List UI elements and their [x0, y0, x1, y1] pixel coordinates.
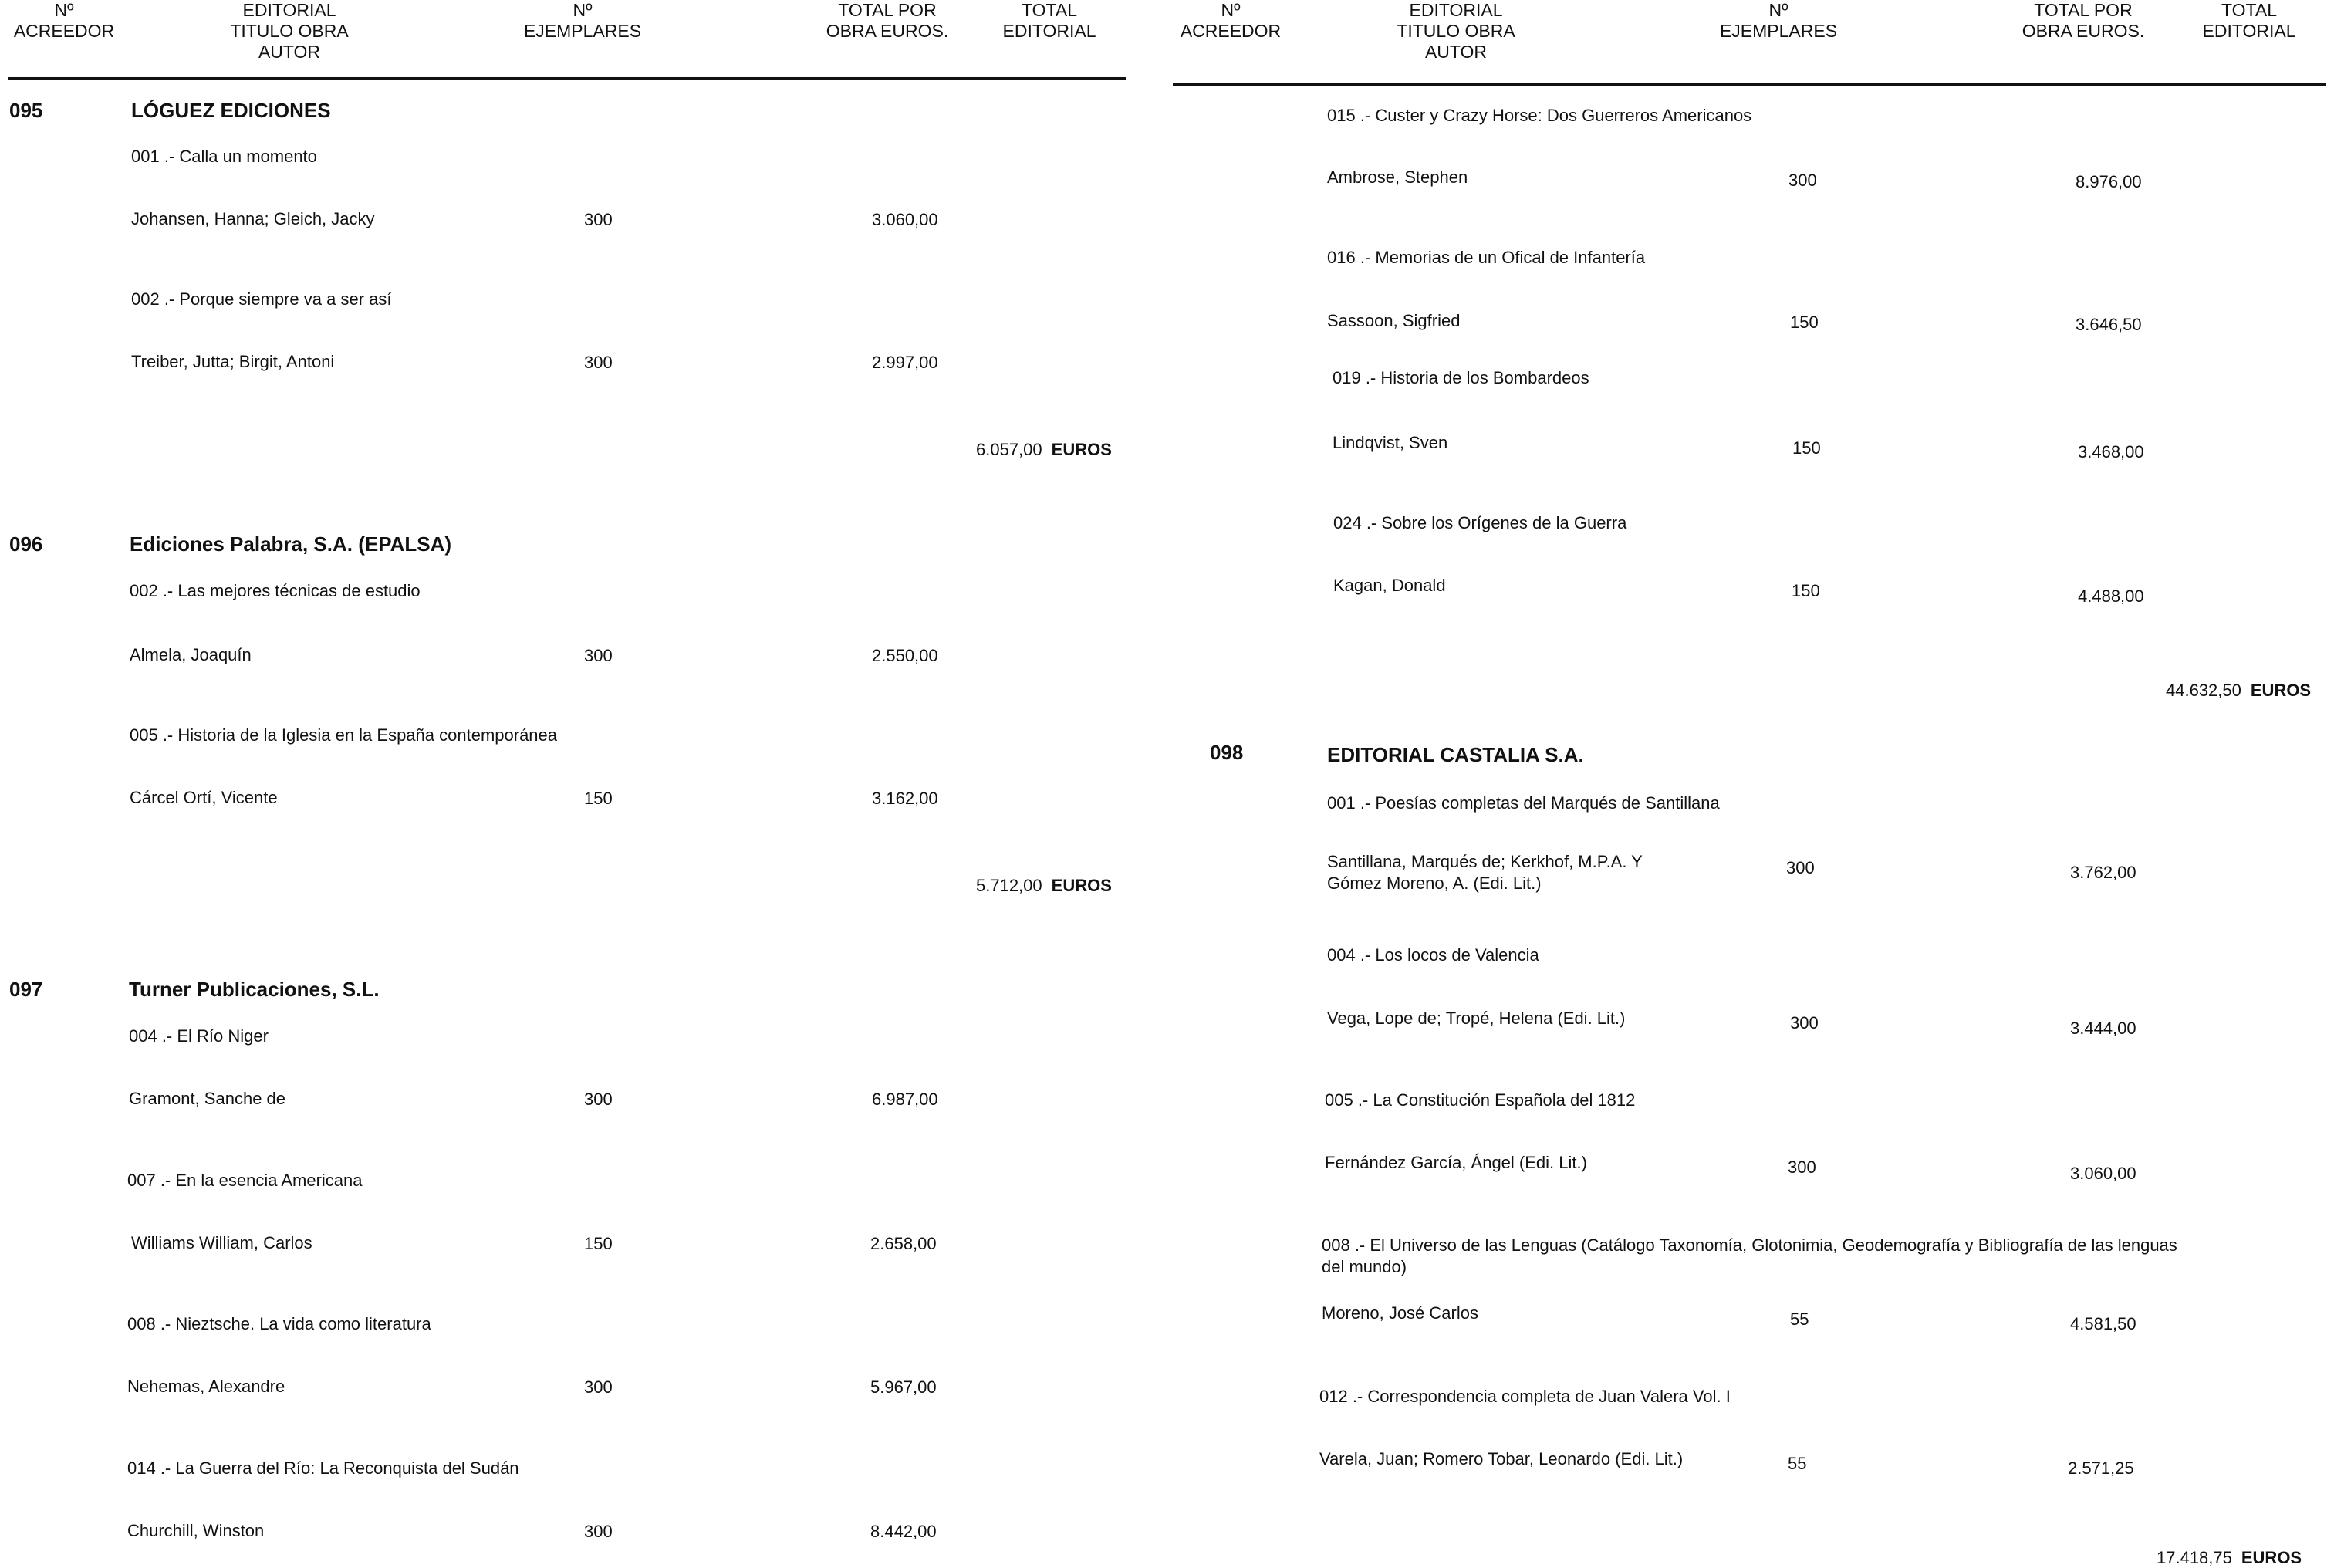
work-title: 005 .- La Constitución Española del 1812: [1325, 1090, 1636, 1110]
work-title: 019 .- Historia de los Bombardeos: [1333, 368, 1589, 387]
header-rule: [8, 77, 1126, 80]
work-title: 014 .- La Guerra del Río: La Reconquista del Sudán: [127, 1458, 519, 1478]
work-author: Treiber, Jutta; Birgit, Antoni: [131, 352, 335, 371]
publisher-total: [976, 440, 1112, 460]
work-amount: 2.997,00: [872, 353, 938, 372]
work-title: 002 .- Porque siempre va a ser así: [131, 289, 392, 309]
header-publisher-total-line: EDITORIAL: [1002, 21, 1096, 41]
work-copies: 300: [584, 210, 613, 229]
work-amount: 8.442,00: [870, 1522, 937, 1541]
work-amount: 2.550,00: [872, 646, 938, 665]
header-work-total-line: OBRA EUROS.: [826, 21, 949, 41]
work-title: 007 .- En la esencia Americana: [127, 1171, 363, 1190]
work-author: Sassoon, Sigfried: [1327, 311, 1461, 330]
work-author: Williams William, Carlos: [131, 1233, 312, 1252]
publisher-total-value: 44.632,50: [2166, 681, 2241, 700]
header-publisher-line: AUTOR: [1424, 42, 1488, 62]
header-publisher-line: EDITORIAL: [1409, 0, 1503, 20]
header-creditor-line: Nº: [54, 0, 74, 20]
header-rule: [1173, 83, 2326, 86]
currency-label: EUROS: [2241, 1548, 2302, 1567]
work-title: 001 .- Poesías completas del Marqués de Santillana: [1327, 793, 1720, 813]
work-amount: 3.646,50: [2076, 315, 2142, 334]
work-copies: 300: [584, 1377, 613, 1397]
header-work-total: [2006, 0, 2160, 42]
header-publisher: [197, 0, 382, 63]
header-publisher-total: [2187, 0, 2311, 42]
header-creditor-line: Nº: [1221, 0, 1241, 20]
header-copies-line: Nº: [573, 0, 593, 20]
work-copies: 150: [584, 1234, 613, 1253]
work-author: Cárcel Ortí, Vicente: [130, 788, 278, 807]
work-amount: 3.762,00: [2070, 863, 2136, 882]
work-title: 012 .- Correspondencia completa de Juan Valera Vol. I: [1319, 1387, 1731, 1406]
work-copies: 150: [584, 789, 613, 808]
work-copies: 300: [584, 1522, 613, 1541]
work-title: 004 .- Los locos de Valencia: [1327, 945, 1539, 965]
creditor-code: 098: [1210, 741, 1244, 764]
work-copies: 300: [584, 1090, 613, 1109]
header-creditor-line: ACREEDOR: [13, 21, 115, 41]
work-author: Almela, Joaquín: [130, 645, 252, 664]
work-copies: 300: [1788, 171, 1817, 190]
work-author: Moreno, José Carlos: [1322, 1303, 1478, 1323]
work-copies: 55: [1790, 1309, 1809, 1329]
header-work-total-line: TOTAL POR: [838, 0, 937, 20]
header-copies: [505, 0, 660, 42]
work-author: Nehemas, Alexandre: [127, 1377, 285, 1396]
work-author: Vega, Lope de; Tropé, Helena (Edi. Lit.): [1327, 1009, 1626, 1028]
header-creditor-line: ACREEDOR: [1180, 21, 1282, 41]
work-copies: 300: [584, 353, 613, 372]
header-copies-line: EJEMPLARES: [1719, 21, 1838, 41]
header-publisher-total-line: TOTAL: [1022, 0, 1077, 20]
publisher-total-value: 17.418,75: [2157, 1548, 2232, 1567]
header-publisher-total-line: TOTAL: [2221, 0, 2277, 20]
header-creditor: [6, 0, 122, 42]
work-amount: 3.060,00: [872, 210, 938, 229]
work-title: 008 .- El Universo de las Lenguas (Catálogo Taxonomía, Glotonimia, Geodemografía y Bibliografía de las lenguas del mundo): [1322, 1235, 2177, 1276]
work-amount: 3.468,00: [2078, 442, 2144, 461]
header-publisher-line: TITULO OBRA: [1397, 21, 1515, 41]
work-amount: 4.488,00: [2078, 586, 2144, 606]
currency-label: EUROS: [1051, 440, 1112, 459]
work-author: Johansen, Hanna; Gleich, Jacky: [131, 209, 375, 228]
work-author: Ambrose, Stephen: [1327, 167, 1468, 187]
work-copies: 300: [1786, 858, 1815, 877]
currency-label: EUROS: [2250, 681, 2312, 700]
work-copies: 300: [1788, 1157, 1816, 1177]
publisher-total: [976, 876, 1112, 896]
work-title: 016 .- Memorias de un Ofical de Infantería: [1327, 248, 1646, 267]
header-work-total-line: OBRA EUROS.: [2022, 21, 2145, 41]
work-copies: 55: [1788, 1454, 1807, 1473]
header-publisher: [1363, 0, 1549, 63]
publisher-name: EDITORIAL CASTALIA S.A.: [1327, 743, 1584, 766]
header-copies-line: Nº: [1768, 0, 1788, 20]
work-author: Gramont, Sanche de: [129, 1089, 286, 1108]
publisher-total-value: 5.712,00: [976, 876, 1042, 895]
work-title: 002 .- Las mejores técnicas de estudio: [130, 581, 421, 600]
work-title: 015 .- Custer y Crazy Horse: Dos Guerreros Americanos: [1327, 106, 1752, 125]
work-title: 024 .- Sobre los Orígenes de la Guerra: [1333, 513, 1627, 532]
work-author: Santillana, Marqués de; Kerkhof, M.P.A. Y Gómez Moreno, A. (Edi. Lit.): [1327, 852, 1643, 893]
work-copies: 150: [1790, 313, 1819, 332]
work-author: Kagan, Donald: [1333, 576, 1446, 595]
header-creditor: [1173, 0, 1289, 42]
work-title: 005 .- Historia de la Iglesia en la España contemporánea: [130, 725, 558, 745]
work-copies: 300: [1790, 1013, 1819, 1032]
header-publisher-line: TITULO OBRA: [230, 21, 349, 41]
work-copies: 150: [1792, 581, 1820, 600]
header-publisher-total: [988, 0, 1111, 42]
creditor-code: 097: [9, 978, 43, 1001]
work-title: 001 .- Calla un momento: [131, 147, 317, 166]
publisher-total: [2157, 1548, 2302, 1568]
work-amount: 2.658,00: [870, 1234, 937, 1253]
publisher-total-value: 6.057,00: [976, 440, 1042, 459]
header-publisher-total-line: EDITORIAL: [2202, 21, 2296, 41]
work-amount: 6.987,00: [872, 1090, 938, 1109]
header-copies-line: EJEMPLARES: [523, 21, 642, 41]
work-title: 008 .- Nieztsche. La vida como literatura: [127, 1314, 431, 1333]
header-copies: [1701, 0, 1856, 42]
creditor-code: 096: [9, 532, 43, 556]
work-title: 004 .- El Río Niger: [129, 1026, 269, 1046]
right-column: [1173, 0, 2330, 1568]
header-publisher-line: EDITORIAL: [242, 0, 336, 20]
header-work-total-line: TOTAL POR: [2034, 0, 2133, 20]
publisher-name: LÓGUEZ EDICIONES: [131, 99, 331, 122]
work-author: Churchill, Winston: [127, 1521, 265, 1540]
publisher-total: [2166, 681, 2311, 701]
creditor-code: 095: [9, 99, 43, 122]
work-author: Fernández García, Ángel (Edi. Lit.): [1325, 1153, 1587, 1172]
work-author: Varela, Juan; Romero Tobar, Leonardo (Edi. Lit.): [1319, 1449, 1684, 1468]
header-publisher-line: AUTOR: [258, 42, 321, 62]
left-column: [0, 0, 1157, 1568]
header-work-total: [810, 0, 964, 42]
publisher-name: Ediciones Palabra, S.A. (EPALSA): [130, 532, 452, 556]
work-copies: 300: [584, 646, 613, 665]
work-author: Lindqvist, Sven: [1333, 433, 1448, 452]
work-amount: 8.976,00: [2076, 172, 2142, 191]
work-amount: 4.581,50: [2070, 1314, 2136, 1333]
work-amount: 3.060,00: [2070, 1164, 2136, 1183]
work-amount: 3.444,00: [2070, 1019, 2136, 1038]
work-copies: 150: [1792, 438, 1821, 458]
currency-label: EUROS: [1051, 876, 1112, 895]
work-amount: 2.571,25: [2068, 1458, 2134, 1478]
publisher-name: Turner Publicaciones, S.L.: [129, 978, 380, 1001]
work-amount: 3.162,00: [872, 789, 938, 808]
work-amount: 5.967,00: [870, 1377, 937, 1397]
